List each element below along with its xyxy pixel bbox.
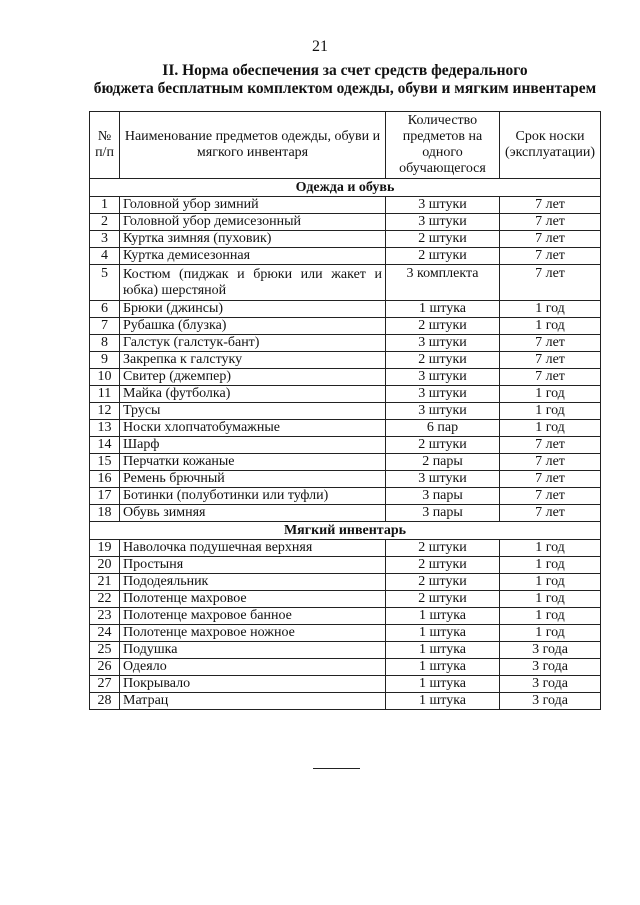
cell-name: Полотенце махровое банное	[120, 608, 386, 625]
cell-num: 1	[90, 197, 120, 214]
cell-num: 26	[90, 659, 120, 676]
cell-term: 1 год	[500, 540, 601, 557]
cell-term: 7 лет	[500, 454, 601, 471]
cell-num: 5	[90, 265, 120, 301]
col-header-term: Срок носки (эксплуатации)	[500, 112, 601, 179]
cell-name: Матрац	[120, 693, 386, 710]
heading-line-1: II. Норма обеспечения за счет средств федерального	[162, 62, 528, 79]
cell-name: Майка (футболка)	[120, 386, 386, 403]
table-row	[90, 231, 601, 248]
cell-name: Полотенце махровое ножное	[120, 625, 386, 642]
cell-qty: 1 штука	[386, 608, 500, 625]
cell-name: Перчатки кожаные	[120, 454, 386, 471]
table-row	[90, 608, 601, 625]
cell-term: 3 года	[500, 693, 601, 710]
table-row	[90, 591, 601, 608]
cell-name: Трусы	[120, 403, 386, 420]
table-row	[90, 335, 601, 352]
cell-name: Наволочка подушечная верхняя	[120, 540, 386, 557]
table-row	[90, 214, 601, 231]
cell-qty: 2 штуки	[386, 540, 500, 557]
cell-qty: 1 штука	[386, 676, 500, 693]
page-number: 21	[312, 38, 328, 55]
cell-num: 3	[90, 231, 120, 248]
cell-name: Галстук (галстук-бант)	[120, 335, 386, 352]
cell-num: 19	[90, 540, 120, 557]
cell-qty: 3 комплекта	[386, 265, 500, 301]
table-row	[90, 540, 601, 557]
table-row	[90, 386, 601, 403]
cell-term: 7 лет	[500, 471, 601, 488]
cell-name: Головной убор демисезонный	[120, 214, 386, 231]
table-row	[90, 318, 601, 335]
cell-name: Ремень брючный	[120, 471, 386, 488]
cell-qty: 3 пары	[386, 488, 500, 505]
cell-term: 3 года	[500, 642, 601, 659]
cell-num: 2	[90, 214, 120, 231]
cell-qty: 1 штука	[386, 301, 500, 318]
cell-name: Закрепка к галстуку	[120, 352, 386, 369]
cell-term: 7 лет	[500, 352, 601, 369]
table-row	[90, 420, 601, 437]
table-row	[90, 642, 601, 659]
cell-name: Куртка демисезонная	[120, 248, 386, 265]
col-header-name: Наименование предметов одежды, обуви и мягкого инвентаря	[120, 112, 386, 179]
cell-num: 9	[90, 352, 120, 369]
cell-num: 7	[90, 318, 120, 335]
col-header-qty: Количество предметов на одного обучающегося	[386, 112, 500, 179]
section-row	[90, 522, 601, 540]
table-row	[90, 676, 601, 693]
cell-term: 7 лет	[500, 265, 601, 301]
cell-num: 6	[90, 301, 120, 318]
cell-qty: 1 штука	[386, 693, 500, 710]
cell-qty: 3 штуки	[386, 369, 500, 386]
cell-term: 3 года	[500, 659, 601, 676]
cell-term: 7 лет	[500, 437, 601, 454]
cell-name: Обувь зимняя	[120, 505, 386, 522]
cell-term: 1 год	[500, 574, 601, 591]
cell-qty: 1 штука	[386, 642, 500, 659]
table-row	[90, 454, 601, 471]
table-row	[90, 557, 601, 574]
cell-num: 13	[90, 420, 120, 437]
table-row	[90, 352, 601, 369]
cell-term: 1 год	[500, 591, 601, 608]
cell-term: 1 год	[500, 386, 601, 403]
cell-name: Шарф	[120, 437, 386, 454]
table-row	[90, 625, 601, 642]
cell-qty: 1 штука	[386, 625, 500, 642]
cell-num: 8	[90, 335, 120, 352]
table-row	[90, 369, 601, 386]
table-row	[90, 693, 601, 710]
cell-term: 1 год	[500, 403, 601, 420]
cell-num: 11	[90, 386, 120, 403]
cell-qty: 3 штуки	[386, 197, 500, 214]
cell-name: Носки хлопчатобумажные	[120, 420, 386, 437]
cell-qty: 2 штуки	[386, 437, 500, 454]
cell-qty: 2 пары	[386, 454, 500, 471]
cell-name: Головной убор зимний	[120, 197, 386, 214]
cell-term: 1 год	[500, 420, 601, 437]
cell-name: Куртка зимняя (пуховик)	[120, 231, 386, 248]
cell-name: Простыня	[120, 557, 386, 574]
table-row	[90, 437, 601, 454]
cell-name: Одеяло	[120, 659, 386, 676]
cell-term: 7 лет	[500, 214, 601, 231]
table-header-row	[90, 112, 601, 179]
cell-num: 12	[90, 403, 120, 420]
table-row	[90, 403, 601, 420]
cell-num: 16	[90, 471, 120, 488]
cell-name: Покрывало	[120, 676, 386, 693]
heading-line-2: бюджета бесплатным комплектом одежды, обуви и мягким инвентарем	[93, 80, 597, 97]
cell-name: Свитер (джемпер)	[120, 369, 386, 386]
cell-term: 3 года	[500, 676, 601, 693]
cell-num: 24	[90, 625, 120, 642]
cell-qty: 2 штуки	[386, 318, 500, 335]
section-title: Одежда и обувь	[90, 179, 601, 197]
cell-name: Ботинки (полуботинки или туфли)	[120, 488, 386, 505]
cell-num: 21	[90, 574, 120, 591]
cell-num: 23	[90, 608, 120, 625]
cell-term: 7 лет	[500, 248, 601, 265]
table-body	[90, 179, 601, 710]
table-row	[90, 248, 601, 265]
cell-num: 18	[90, 505, 120, 522]
cell-term: 1 год	[500, 318, 601, 335]
cell-qty: 3 штуки	[386, 471, 500, 488]
cell-term: 1 год	[500, 625, 601, 642]
cell-term: 7 лет	[500, 369, 601, 386]
cell-num: 17	[90, 488, 120, 505]
cell-num: 10	[90, 369, 120, 386]
cell-qty: 3 штуки	[386, 386, 500, 403]
cell-qty: 1 штука	[386, 659, 500, 676]
cell-qty: 2 штуки	[386, 557, 500, 574]
cell-name: Рубашка (блузка)	[120, 318, 386, 335]
cell-qty: 2 штуки	[386, 231, 500, 248]
cell-qty: 6 пар	[386, 420, 500, 437]
cell-num: 27	[90, 676, 120, 693]
cell-name: Пододеяльник	[120, 574, 386, 591]
cell-qty: 2 штуки	[386, 248, 500, 265]
cell-qty: 3 штуки	[386, 214, 500, 231]
table-row	[90, 197, 601, 214]
cell-num: 28	[90, 693, 120, 710]
table-row	[90, 488, 601, 505]
cell-num: 20	[90, 557, 120, 574]
norms-table	[89, 111, 601, 710]
cell-term: 7 лет	[500, 488, 601, 505]
cell-qty: 3 штуки	[386, 403, 500, 420]
cell-qty: 2 штуки	[386, 352, 500, 369]
section-title: Мягкий инвентарь	[90, 522, 601, 540]
cell-qty: 3 пары	[386, 505, 500, 522]
cell-term: 7 лет	[500, 335, 601, 352]
cell-name: Костюм (пиджак и брюки или жакет и юбка) шерстяной	[120, 265, 386, 301]
cell-name: Полотенце махровое	[120, 591, 386, 608]
cell-name: Подушка	[120, 642, 386, 659]
cell-term: 7 лет	[500, 231, 601, 248]
cell-num: 15	[90, 454, 120, 471]
cell-term: 7 лет	[500, 505, 601, 522]
cell-name: Брюки (джинсы)	[120, 301, 386, 318]
cell-term: 1 год	[500, 301, 601, 318]
table-row	[90, 505, 601, 522]
cell-term: 1 год	[500, 608, 601, 625]
cell-qty: 2 штуки	[386, 574, 500, 591]
section-heading	[0, 62, 640, 98]
col-header-num: № п/п	[90, 112, 120, 179]
cell-num: 25	[90, 642, 120, 659]
table-row	[90, 659, 601, 676]
table-row	[90, 265, 601, 301]
cell-term: 1 год	[500, 557, 601, 574]
cell-num: 22	[90, 591, 120, 608]
footer-divider	[313, 768, 360, 769]
cell-num: 14	[90, 437, 120, 454]
cell-term: 7 лет	[500, 197, 601, 214]
section-row	[90, 179, 601, 197]
cell-qty: 3 штуки	[386, 335, 500, 352]
table-row	[90, 574, 601, 591]
table-row	[90, 471, 601, 488]
cell-qty: 2 штуки	[386, 591, 500, 608]
cell-num: 4	[90, 248, 120, 265]
table-row	[90, 301, 601, 318]
